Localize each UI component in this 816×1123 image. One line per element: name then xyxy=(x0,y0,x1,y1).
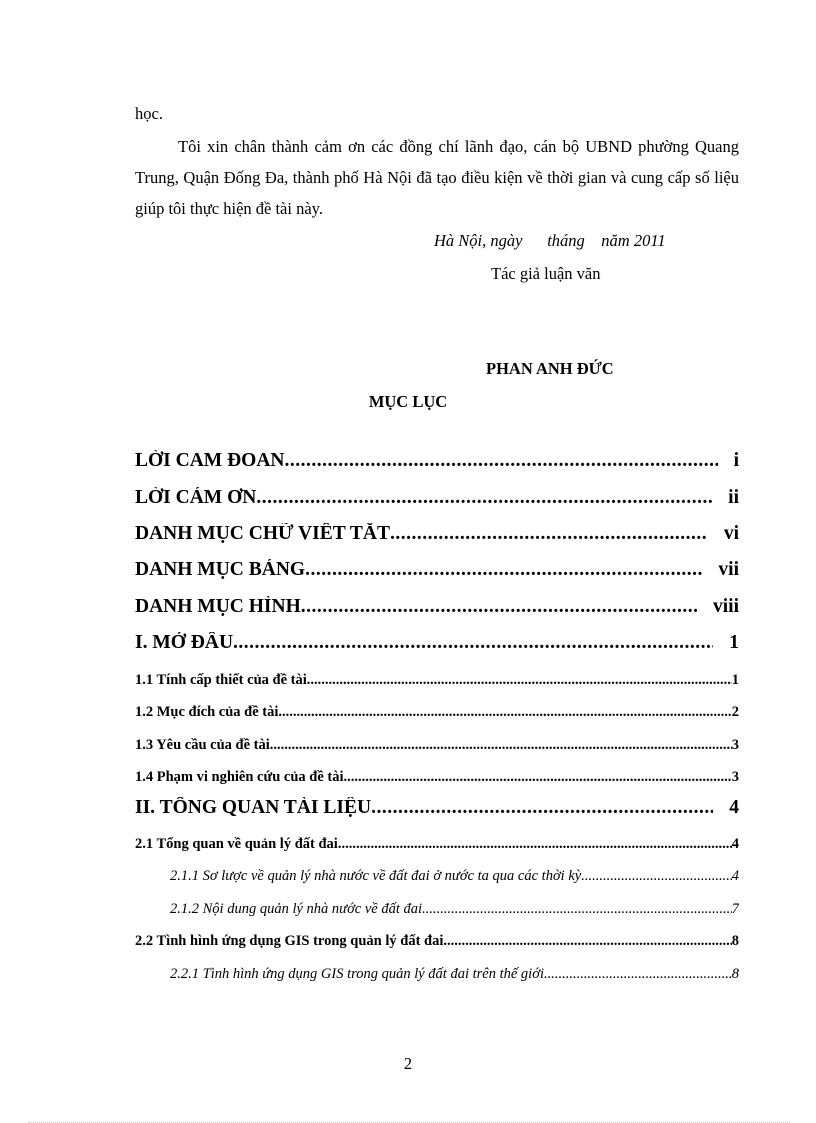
toc-entry-page: vii xyxy=(718,559,739,580)
page-number: 2 xyxy=(403,1054,413,1073)
toc-leader xyxy=(305,559,702,581)
toc-entry-page: 4 xyxy=(729,797,739,818)
toc-entry-title: I. MỞ ĐẦU xyxy=(135,632,234,653)
toc-entry[interactable] xyxy=(135,559,739,581)
toc-entry[interactable] xyxy=(135,596,739,618)
toc-entry-title: LỜI CAM ĐOAN xyxy=(135,450,285,471)
toc-entry[interactable] xyxy=(170,966,739,983)
toc-entry-page: 7 xyxy=(731,901,739,917)
toc-leader xyxy=(270,737,732,754)
toc-entry[interactable] xyxy=(135,769,739,786)
toc-entry[interactable] xyxy=(135,672,739,689)
toc-entry[interactable] xyxy=(135,487,739,509)
toc-entry-title: 2.2 Tình hình ứng dụng GIS trong quản lý đất đai xyxy=(135,933,444,949)
toc-title: MỤC LỤC xyxy=(368,392,448,411)
toc-leader xyxy=(390,523,708,545)
toc-entry-title: 1.4 Phạm vi nghiên cứu của đề tài xyxy=(135,769,344,785)
toc-entry[interactable] xyxy=(135,836,739,853)
acknowledgement-text: Tôi xin chân thành cảm ơn các đồng chí lãnh đạo, cán bộ UBND phường Quang Trung, Quận Đống Đa, thành phố Hà Nội đã tạo điều kiện về thời gian và cung cấp số liệu giúp tôi thực hiện đề tài này. xyxy=(135,137,739,218)
toc-leader xyxy=(278,704,731,721)
toc-leader xyxy=(338,836,732,853)
toc-entry-title: II. TỔNG QUAN TÀI LIỆU xyxy=(135,797,372,818)
toc-entry-page: 4 xyxy=(731,836,739,852)
toc-leader xyxy=(371,797,713,819)
toc-entry-page: 3 xyxy=(731,769,739,785)
toc-entry-page: i xyxy=(733,450,739,471)
toc-entry[interactable] xyxy=(135,737,739,754)
toc-entry-title: 2.1.2 Nội dung quản lý nhà nước về đất đai xyxy=(170,901,423,917)
toc-entry[interactable] xyxy=(135,797,739,819)
toc-entry-title: DANH MỤC CHỮ VIẾT TẮT xyxy=(135,523,390,544)
toc-entry-title: 2.1 Tổng quan về quản lý đất đai xyxy=(135,836,338,852)
toc-entry[interactable] xyxy=(135,450,739,472)
acknowledgement-paragraph xyxy=(135,131,739,224)
toc-entry[interactable] xyxy=(135,933,739,950)
toc-entry-title: 2.1.1 Sơ lược về quản lý nhà nước về đất đai ở nước ta qua các thời kỳ xyxy=(170,868,582,884)
toc-leader xyxy=(581,868,732,885)
toc-leader xyxy=(544,966,732,983)
toc-entry-title: DANH MỤC BẢNG xyxy=(135,559,306,580)
toc-leader xyxy=(422,901,732,918)
toc-entry-title: 2.2.1 Tình hình ứng dụng GIS trong quản lý đất đai trên thế giới xyxy=(170,966,544,982)
toc-entry-page: 1 xyxy=(729,632,739,653)
toc-leader xyxy=(344,769,732,786)
toc-entry-title: DANH MỤC HÌNH xyxy=(135,596,301,617)
toc-leader xyxy=(233,632,713,654)
toc-entry-title: 1.3 Yêu cầu của đề tài xyxy=(135,737,270,753)
author-name: PHAN ANH ĐỨC xyxy=(486,359,614,378)
toc-entry-page: 8 xyxy=(731,966,739,982)
toc-entry-page: 2 xyxy=(731,704,739,720)
toc-leader xyxy=(307,672,732,689)
place-date: Hà Nội, ngày tháng năm 2011 xyxy=(434,231,666,250)
toc-entry-page: vi xyxy=(723,523,739,544)
lead-line: học. xyxy=(135,104,163,123)
toc-entry[interactable] xyxy=(135,523,739,545)
toc-entry-title: 1.2 Mục đích của đề tài xyxy=(135,704,279,720)
toc-entry-page: 4 xyxy=(731,868,739,884)
toc-entry-page: viii xyxy=(712,596,739,617)
toc-entry-title: 1.1 Tính cấp thiết của đề tài xyxy=(135,672,307,688)
toc-entry[interactable] xyxy=(135,704,739,721)
toc-entry-page: 3 xyxy=(731,737,739,753)
toc-entry-page: ii xyxy=(728,487,739,508)
toc-entry[interactable] xyxy=(135,632,739,654)
toc-leader xyxy=(301,596,697,618)
author-role: Tác giả luận văn xyxy=(491,264,601,283)
toc-leader xyxy=(285,450,718,472)
toc-leader xyxy=(443,933,731,950)
toc-entry-title: LỜI CẢM ƠN xyxy=(135,487,257,508)
toc-leader xyxy=(256,487,712,509)
toc-entry[interactable] xyxy=(170,868,739,885)
toc-entry-page: 8 xyxy=(731,933,739,949)
toc-entry-page: 1 xyxy=(731,672,739,688)
toc-entry[interactable] xyxy=(170,901,739,918)
